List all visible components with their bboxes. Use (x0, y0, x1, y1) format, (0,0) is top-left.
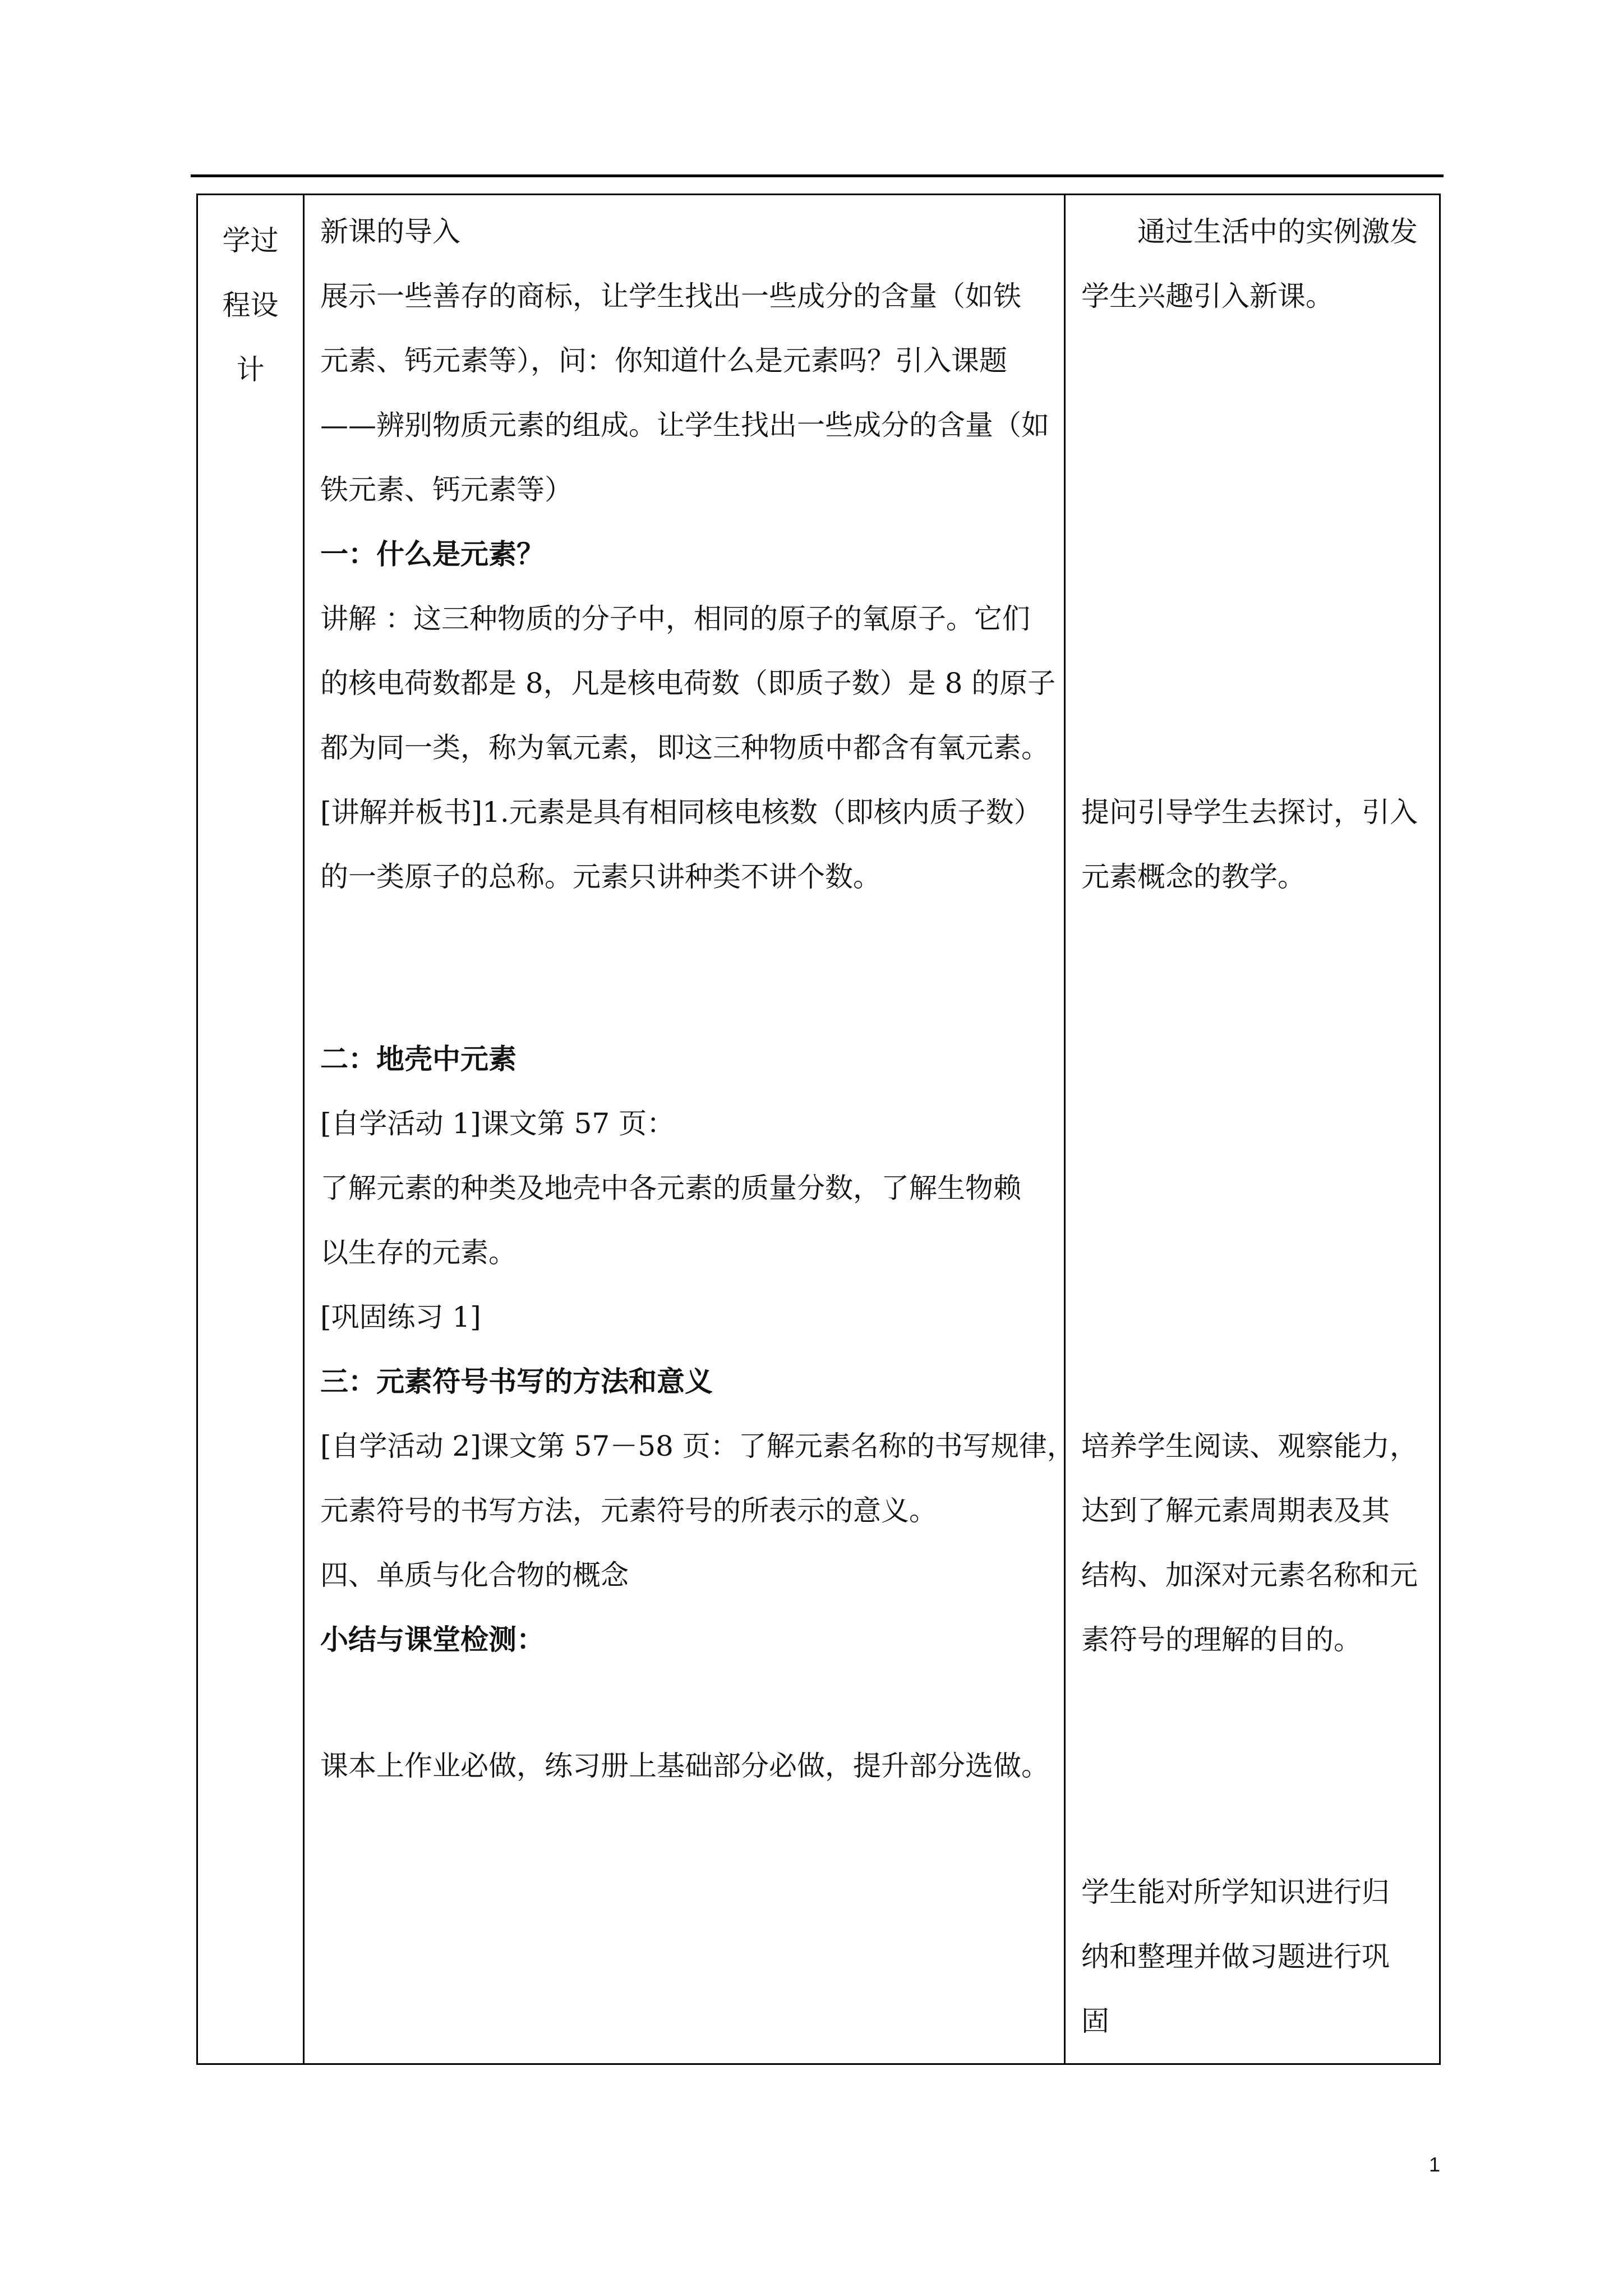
note-line: 固 (1081, 2005, 1109, 2037)
note-line: 纳和整理并做习题进行巩 (1081, 1940, 1390, 1973)
main-line: 元素、钙元素等），问：你知道什么是元素吗？引入课题 (320, 344, 1007, 377)
table-row (197, 195, 1440, 2064)
main-line: 展示一些善存的商标，让学生找出一些成分的含量（如铁 (320, 280, 1021, 312)
section-heading (198, 209, 303, 402)
main-line: 元素符号的书写方法，元素符号的所表示的意义。 (320, 1494, 937, 1527)
notes-cell (1065, 195, 1440, 2064)
heading-line: 计 (236, 353, 265, 386)
note-line: 学生能对所学知识进行归 (1081, 1876, 1390, 1908)
main-line: 的一类原子的总称。元素只讲种类不讲个数。 (320, 861, 881, 893)
section-title: 三：元素符号书写的方法和意义 (320, 1365, 713, 1398)
note-line: 通过生活中的实例激发 (1137, 215, 1418, 248)
main-line: ——辨别物质元素的组成。让学生找出一些成分的含量（如 (320, 409, 1049, 441)
note-line: 培养学生阅读、观察能力， (1081, 1430, 1418, 1462)
main-line: 的核电荷数都是 8，凡是核电荷数（即质子数）是 8 的原子 (320, 667, 1056, 700)
note-line: 学生兴趣引入新课。 (1081, 280, 1334, 312)
main-line: 都为同一类，称为氧元素，即这三种物质中都含有氧元素。 (320, 731, 1049, 764)
note-line: 结构、加深对元素名称和元 (1081, 1559, 1418, 1591)
main-line: 课本上作业必做，练习册上基础部分必做，提升部分选做。 (320, 1750, 1049, 1782)
section-title: 二：地壳中元素 (320, 1042, 517, 1075)
main-line: 新课的导入 (320, 215, 460, 248)
header-cell (197, 195, 304, 2064)
main-content-cell (304, 195, 1075, 2064)
section-title: 小结与课堂检测： (320, 1623, 545, 1656)
main-line: 铁元素、钙元素等） (320, 473, 573, 506)
page-number: 1 (1429, 2153, 1441, 2176)
heading-line: 学过 (222, 224, 279, 257)
main-line: 以生存的元素。 (320, 1236, 517, 1269)
main-line: [自学活动 1]课文第 57 页： (320, 1107, 675, 1140)
main-line: [巩固练习 1] (320, 1301, 481, 1333)
lesson-plan-table (196, 194, 1441, 2065)
main-line: [自学活动 2]课文第 57－58 页：了解元素名称的书写规律， (320, 1430, 1075, 1462)
top-rule (191, 174, 1444, 177)
main-line: 讲解 ：这三种物质的分子中，相同的原子的氧原子。它们 (320, 602, 1030, 635)
note-line: 提问引导学生去探讨，引入 (1081, 796, 1418, 829)
section-title: 一：什么是元素？ (320, 537, 545, 570)
main-line: [讲解并板书]1.元素是具有相同核电核数（即核内质子数） (320, 796, 1042, 829)
note-line: 素符号的理解的目的。 (1081, 1623, 1362, 1656)
main-line: 了解元素的种类及地壳中各元素的质量分数，了解生物赖 (320, 1172, 1021, 1204)
note-line: 元素概念的教学。 (1081, 861, 1306, 893)
note-line: 达到了解元素周期表及其 (1081, 1494, 1390, 1527)
heading-line: 程设 (222, 289, 279, 321)
main-line: 四、单质与化合物的概念 (320, 1559, 629, 1591)
